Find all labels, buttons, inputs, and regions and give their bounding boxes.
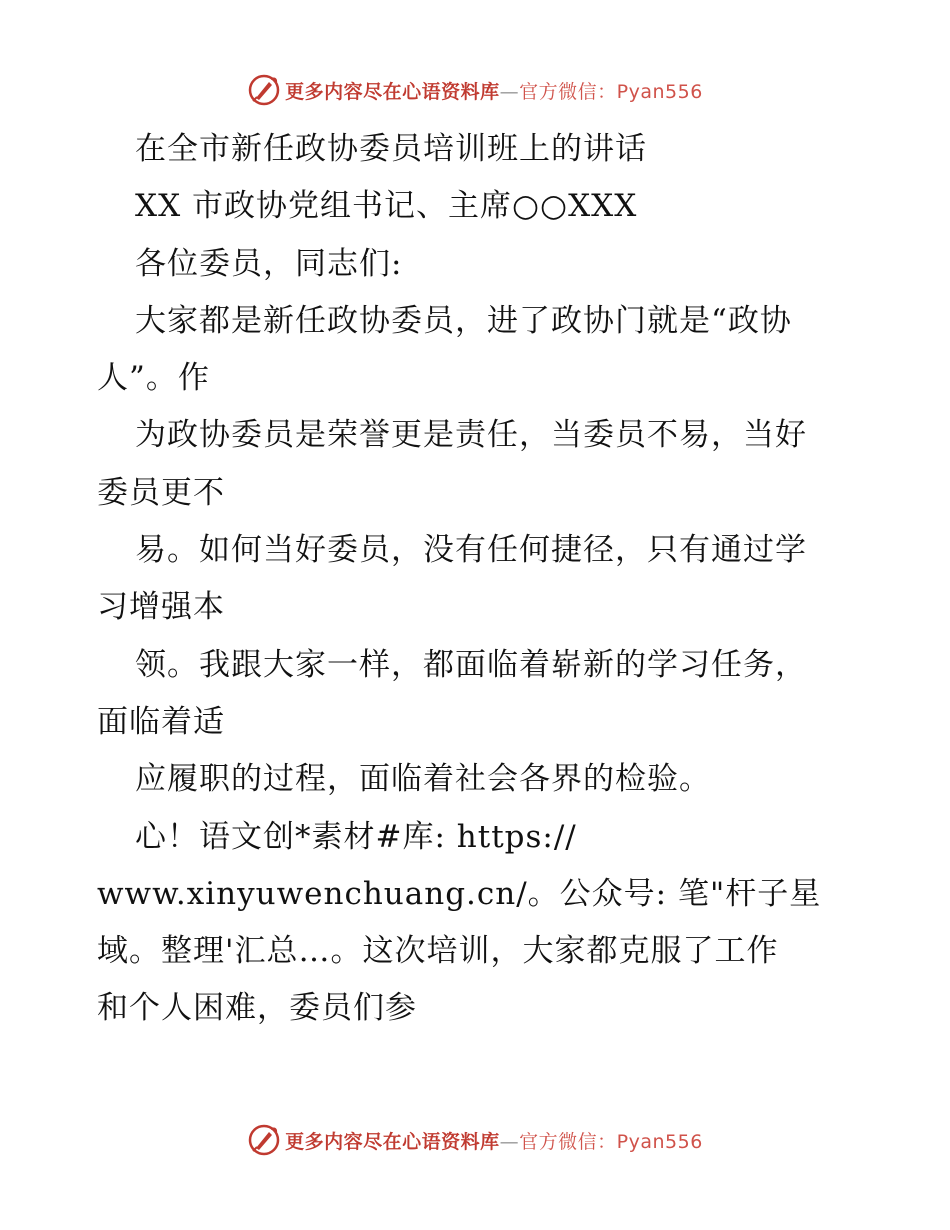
header-watermark-content [247, 73, 703, 107]
quill-pen-logo-icon [247, 73, 281, 107]
watermark-lead: 更多内容尽在心语资料库 [285, 1130, 500, 1153]
footer-watermark-content [247, 1123, 703, 1157]
watermark-text [285, 77, 703, 104]
paragraph-line: 应履职的过程，面临着社会各界的检验。 [135, 761, 711, 798]
paragraph-line: www.xinyuwenchuang.cn/。公众号: 笔"杆子星 [97, 875, 822, 912]
paragraph-line: 委员更不 [97, 474, 225, 511]
document-author: XX 市政协党组书记、主席○○XXX [135, 188, 638, 225]
watermark-dash: — [499, 80, 520, 103]
paragraph-line: 心！语文创*素材#库: https:// [135, 818, 577, 855]
watermark-dash: — [499, 1130, 520, 1153]
paragraph-line: 面临着适 [97, 703, 225, 740]
paragraph-line: 习增强本 [97, 589, 225, 626]
paragraph-line: 人”。作 [97, 360, 210, 397]
watermark-text [285, 1127, 703, 1154]
paragraph-line: 和个人困难，委员们参 [97, 990, 417, 1027]
watermark-tail: 官方微信：Pyan556 [519, 80, 703, 103]
footer-watermark-banner [0, 1120, 950, 1160]
salutation: 各位委员，同志们: [135, 245, 403, 282]
header-watermark-banner [0, 70, 950, 110]
document-body [97, 121, 857, 1038]
watermark-tail: 官方微信：Pyan556 [519, 1130, 703, 1153]
paragraph-line: 易。如何当好委员，没有任何捷径，只有通过学 [135, 532, 807, 569]
paragraph-line: 大家都是新任政协委员，进了政协门就是“政协 [135, 302, 792, 339]
watermark-lead: 更多内容尽在心语资料库 [285, 80, 500, 103]
paragraph-line: 领。我跟大家一样，都面临着崭新的学习任务， [135, 646, 807, 683]
paragraph-line: 域。整理'汇总…。这次培训，大家都克服了工作 [97, 933, 779, 970]
quill-pen-logo-icon [247, 1123, 281, 1157]
document-title: 在全市新任政协委员培训班上的讲话 [135, 131, 647, 167]
paragraph-line: 为政协委员是荣誉更是责任，当委员不易，当好 [135, 417, 807, 454]
